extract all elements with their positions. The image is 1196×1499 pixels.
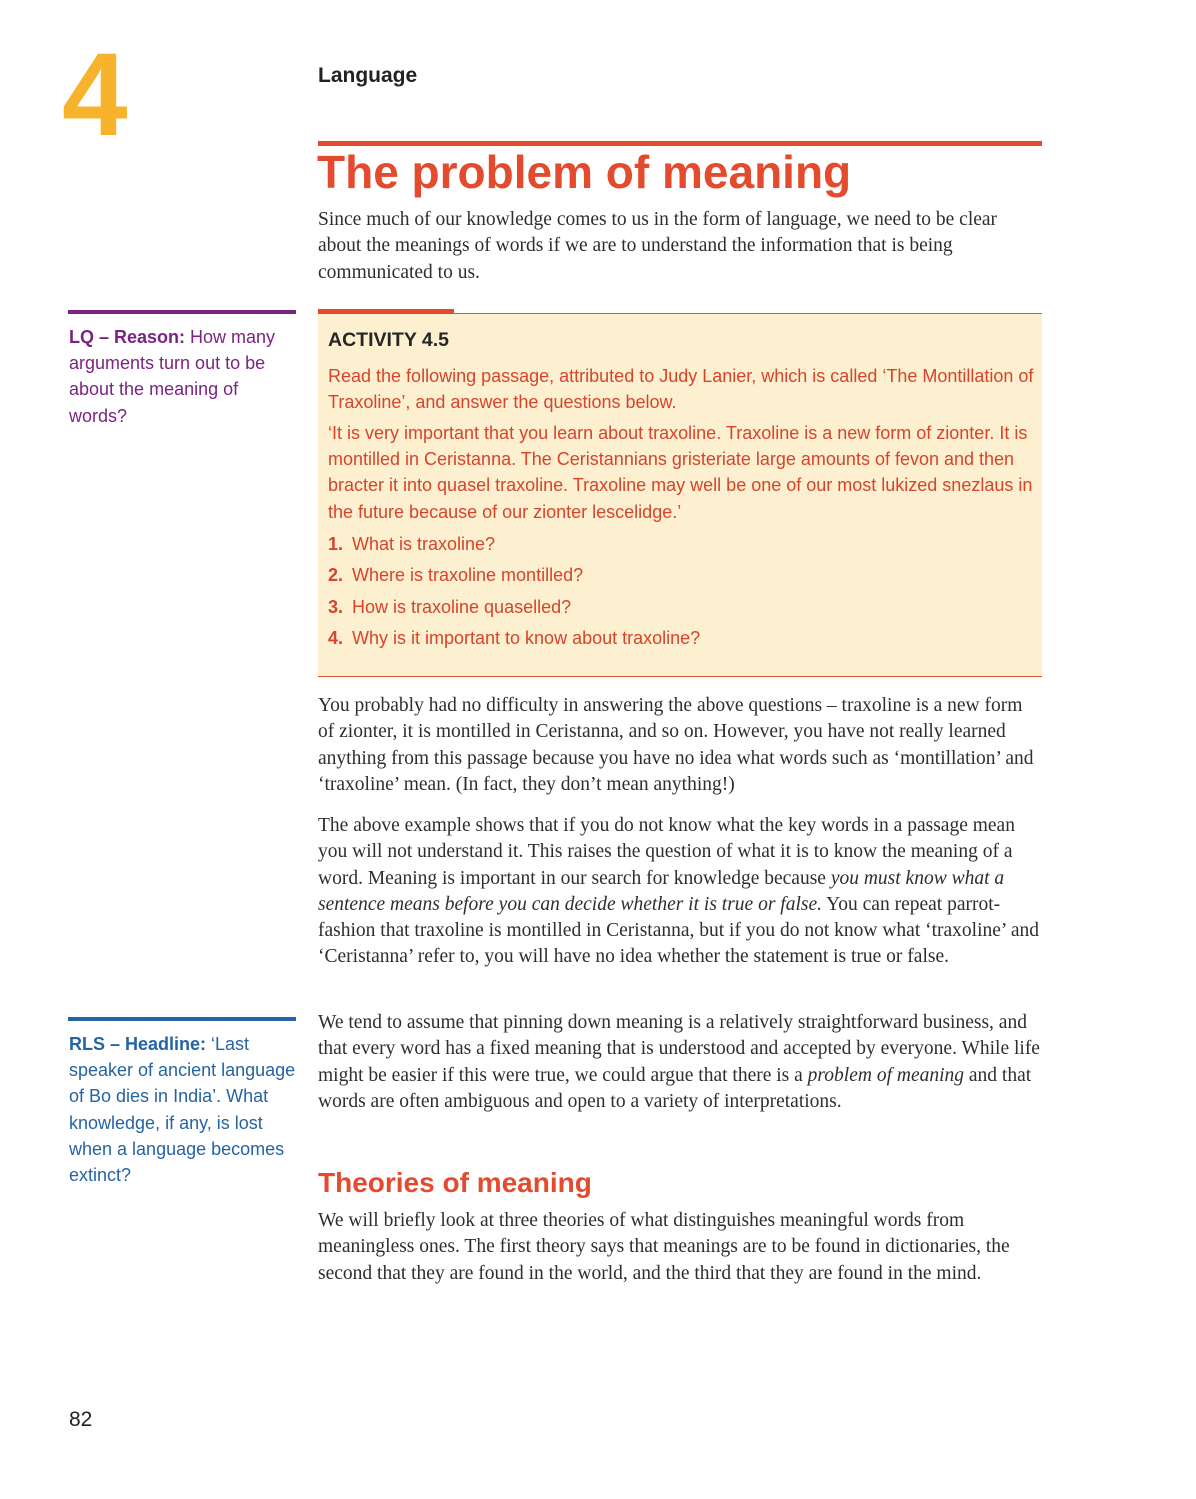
subheading: Theories of meaning (318, 1167, 592, 1198)
question-number: 2. (328, 565, 344, 585)
activity-title: ACTIVITY 4.5 (328, 329, 450, 351)
rls-sidenote-text: ‘Last speaker of ancient language of Bo dies in India’. What knowledge, if any, is lost when a language becomes extinct? (69, 1034, 296, 1186)
activity-question (328, 626, 1028, 650)
question-number: 4. (328, 628, 344, 648)
p2-end: You can repeat parrot-fashion that traxoline is montilled in Ceristanna, but if you do not know what ‘traxoline’ and ‘Ceristanna’ refer to, you will have no idea whether the statement is true or false. (318, 893, 1039, 968)
question-text: Why is it important to know about traxoline? (352, 628, 701, 648)
rls-sidenote (69, 1031, 297, 1188)
p3-end: and that words are often ambiguous and open to a variety of interpretations. (318, 1064, 1032, 1112)
question-number: 3. (328, 597, 344, 617)
section-title: The problem of meaning (317, 146, 852, 198)
question-text: How is traxoline quaselled? (352, 597, 572, 617)
question-number: 1. (328, 534, 344, 554)
lq-sidenote (69, 324, 297, 429)
p2-start: The above example shows that if you do not know what the key words in a passage mean you will not understand it. This raises the question of what it is to know the meaning of a word. Meaning is important in our search for knowledge because (318, 815, 1015, 889)
intro-paragraph: Since much of our knowledge comes to us in the form of language, we need to be clear about the meanings of words if we are to understand the information that is being communicated to us. (318, 209, 998, 283)
question-text: Where is traxoline montilled? (352, 565, 584, 585)
body-paragraph-2 (318, 813, 1042, 971)
rls-sidenote-rule (68, 1017, 296, 1021)
page-number: 82 (69, 1408, 93, 1431)
chapter-title: Language (318, 64, 418, 87)
chapter-number: 4 (62, 29, 128, 161)
activity-question (328, 563, 1028, 587)
body-paragraph-3 (318, 1010, 1042, 1115)
activity-tab (318, 309, 454, 314)
p3-start: We tend to assume that pinning down meaning is a relatively straightforward business, and that every word has a fixed meaning that is understood and accepted by everyone. While life might be easier if this were true, we could argue that there is a (318, 1012, 1040, 1086)
question-text: What is traxoline? (352, 534, 496, 554)
body-paragraph-4: We will briefly look at three theories of what distinguishes meaningful words from meaningless ones. The first theory says that meanings are to be found in dictionaries, the second that they are found in the world, and the third that they are found in the mind. (318, 1210, 1010, 1284)
lq-sidenote-text: How many arguments turn out to be about the meaning of words? (69, 327, 276, 426)
activity-instructions: Read the following passage, attributed to Judy Lanier, which is called ‘The Montillation of Traxoline’, and answer the questions below. (328, 366, 1034, 413)
p3-italic: problem of meaning (807, 1064, 965, 1086)
activity-passage: ‘It is very important that you learn about traxoline. Traxoline is a new form of zionter. It is montilled in Ceristanna. The Ceristannians gristeriate large amounts of fevon and then bracter it into quasel traxoline. Traxoline may well be one of our most lukized snezlaus in the future because of our zionter lescelidge.’ (328, 423, 1033, 522)
activity-question (328, 532, 1028, 556)
rls-sidenote-lead: RLS – Headline: (69, 1034, 207, 1054)
body-paragraph-1: You probably had no difficulty in answering the above questions – traxoline is a new form of zionter, it is montilled in Ceristanna, and so on. However, you have not really learned anything from this passage because you have no idea what words such as ‘montillation’ and ‘traxoline’ mean. (In fact, they don’t mean anything!) (318, 695, 1034, 795)
activity-question (328, 595, 1028, 619)
lq-sidenote-rule (68, 310, 296, 314)
p2-italic: you must know what a sentence means before you can decide whether it is true or false. (318, 867, 1005, 915)
lq-sidenote-lead: LQ – Reason: (69, 327, 186, 347)
